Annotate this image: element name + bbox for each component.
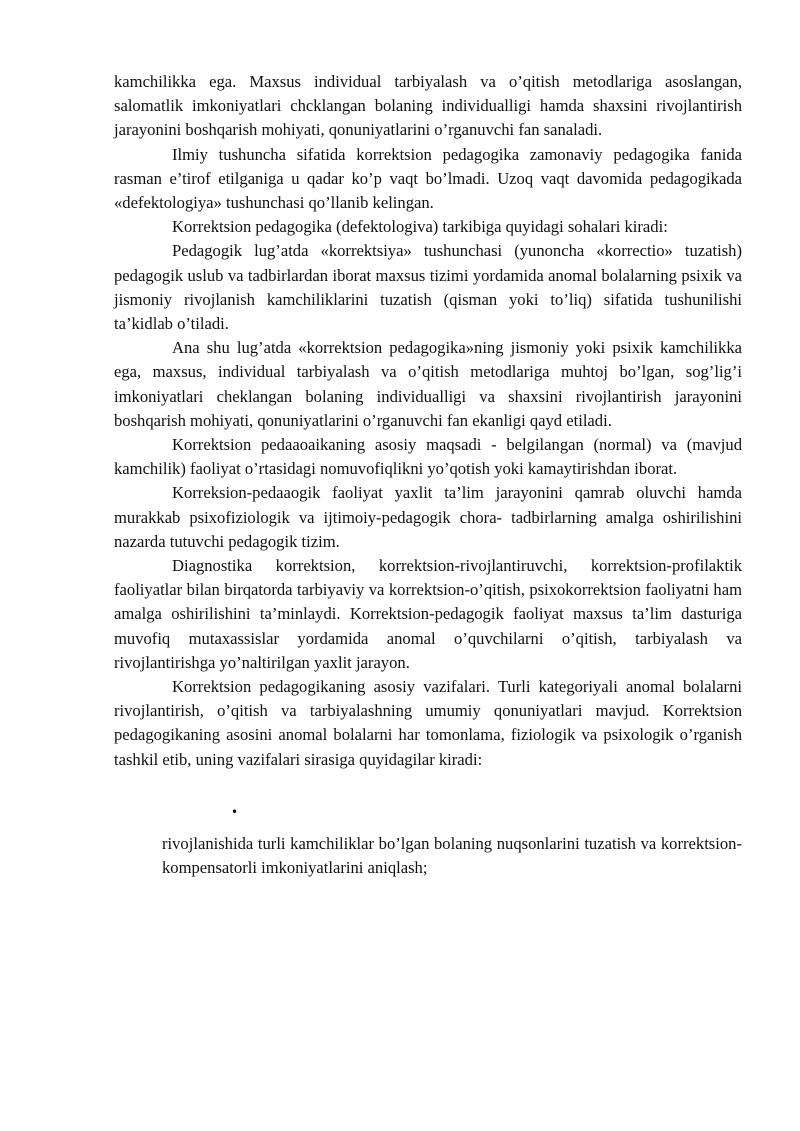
paragraph: Korrektsion pedagogikaning asosiy vazifalari. Turli kategoriyali anomal bolalarni rivojlantirish, o’qitish va tarbiyalashning umumiy qonuniyatlari mavjud. Korrektsion pedagogikaning asosini anomal bolalarni har tomonlama, fiziologik va psixologik o’rganish tashkil etib, uning vazifalari sirasiga quyidagilar kiradi: bbox=[114, 677, 742, 769]
paragraph: Diagnostika korrektsion, korrektsion-rivojlantiruvchi, korrektsion-profilaktik faoliyatlar bilan birqatorda tarbiyaviy va korrektsion-o’qitish, psixokorrektsion faoliyatni ham amalga oshirilishini ta’minlaydi. Korrektsion-pedagogik faoliyat maxsus ta’lim dasturiga muvofiq mutaxassislar yordamida anomal o’quvchilarni o’qitish, tarbiyalash va rivojlantirishga yo’naltirilgan yaxlit jarayon. bbox=[114, 556, 742, 672]
bullet-marker: • bbox=[231, 804, 239, 819]
document-page bbox=[114, 70, 742, 880]
paragraph: Pedagogik lug’atda «korrektsiya» tushunchasi (yunoncha «korrectio» tuzatish) pedagogik uslub va tadbirlardan iborat maxsus tizimi yordamida anomal bolalarning psixik va jismoniy rivojlanish kamchiliklarini tuzatish (qisman yoki to’liq) sifatida tushunilishi ta’kidlab o’tiladi. bbox=[114, 241, 742, 334]
paragraph: Korrektsion pedaaoaikaning asosiy maqsadi - belgilangan (normal) va (mavjud kamchilik) faoliyat o’rtasidagi nomuvofiqlikni yo’qotish yoki kamaytirishdan iborat. bbox=[114, 435, 742, 479]
paragraph: Korreksion-pedaaogik faoliyat yaxlit ta’lim jarayonini qamrab oluvchi hamda murakkab psixofiziologik va ijtimoiy-pedagogik chora- tadbirlarning amalga oshirilishini nazarda tutuvchi pedagogik tizim. bbox=[114, 483, 742, 551]
paragraph: Ana shu lug’atda «korrektsion pedagogika»ning jismoniy yoki psixik kamchilikka ega, maxsus, individual tarbiyalash va o’qitish metodlariga muhtoj bo’lgan, sog’lig’i imkoniyatlari cheklangan bolaning individualligi va shaxsini rivojlantirish jarayonini boshqarish mohiyati, qonuniyatlarini o’rganuvchi fan ekanligi qayd etiladi. bbox=[114, 338, 742, 430]
bullet-list-item bbox=[114, 806, 742, 880]
bullet-text: rivojlanishida turli kamchiliklar bo’lgan bolaning nuqsonlarini tuzatish va korrektsion-kompensatorli imkoniyatlarini aniqlash; bbox=[162, 833, 742, 878]
paragraph: Ilmiy tushuncha sifatida korrektsion pedagogika zamonaviy pedagogika fanida rasman e’tirof etilganiga u qadar ko’p vaqt bo’lmadi. Uzoq vaqt davomida pedagogikada «defektologiya» tushunchasi qo’llanib kelingan. bbox=[114, 144, 742, 213]
paragraph: kamchilikka ega. Maxsus individual tarbiyalash va o’qitish metodlariga asoslangan, salomatlik imkoniyatlari chcklangan bolaning individualligi hamda shaxsini rivojlantirish jarayonini boshqarish mohiyati, qonuniyatlarini o’rganuvchi fan sanaladi. bbox=[114, 72, 742, 140]
paragraph: Korrektsion pedagogika (defektologiva) tarkibiga quyidagi sohalari kiradi: bbox=[172, 217, 668, 237]
